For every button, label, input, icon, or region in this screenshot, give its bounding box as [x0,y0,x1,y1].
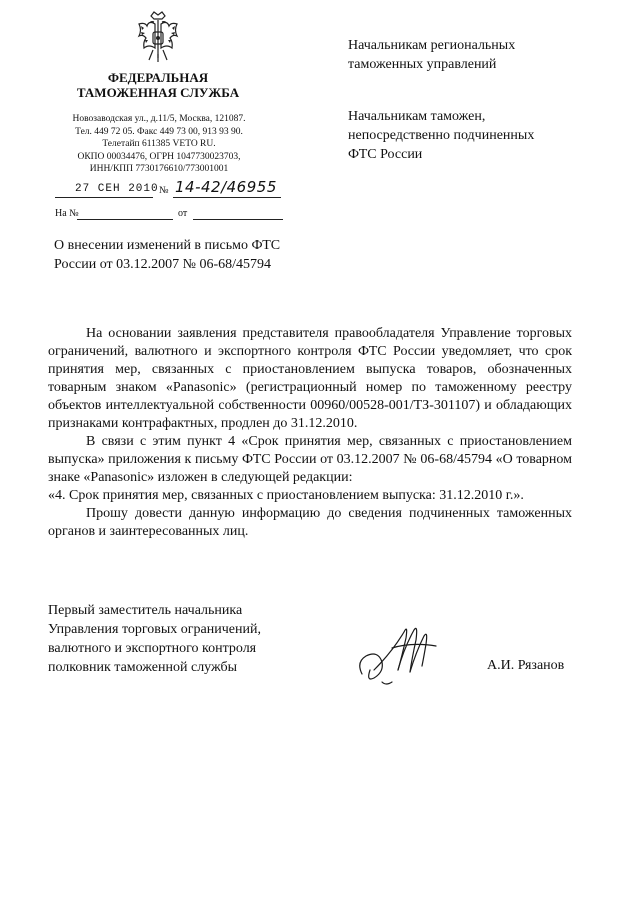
reference-number-label: На № [55,208,79,219]
body-paragraph: В связи с этим пункт 4 «Срок принятия мер, связанных с приостановлением выпуска» приложения к письму ФТС России от 03.12.2007 № 06-68/45794 «О товарном знаке «Panasonic» изложен в следующей редакции: [48,434,572,485]
reference-number-blank [77,219,173,220]
org-inn-kpp: ИНН/КПП 7730176610/773001001 [89,164,229,174]
org-details [48,113,270,176]
body-paragraph: На основании заявления представителя правообладателя Управление торговых ограничений, валютного и экспортного контроля ФТС России уведомляет, что срок принятия мер, связанных с приостановлением выпуска товаров, обозначенных товарным знаком «Panasonic» (регистрационный номер по таможенному реестру объектов интеллектуальной собственности 00960/00528-001/ТЗ-301107) и обладающих признаками контрафактных, продлен до 31.12.2010. [48,326,572,431]
signer-title-line: полковник таможенной службы [48,660,238,675]
org-name [58,70,258,100]
signer-title-line: Управления торговых ограничений, [48,622,261,637]
reference-date-label: от [178,208,188,219]
addressee-regional-departments [348,36,608,74]
body-paragraph: Прошу довести данную информацию до сведения подчиненных таможенных органов и заинтересованных лиц. [48,506,572,539]
signer-name: А.И. Рязанов [487,658,565,673]
signer-title-line: валютного и экспортного контроля [48,641,257,656]
org-name-line1: ФЕДЕРАЛЬНАЯ [107,70,209,85]
registration-number: 14-42/46955 [175,178,277,196]
org-phones: Тел. 449 72 05. Факс 449 73 00, 913 93 90. [75,126,243,137]
registration-date: 27 СЕН 2010 [75,183,159,195]
addressee-line: Начальникам таможен, [348,109,486,124]
signature-icon [352,612,462,692]
registration-line [55,178,295,201]
signer-title [48,601,308,677]
addressee-line: ФТС России [348,147,423,162]
subject-line: России от 03.12.2007 № 06-68/45794 [54,257,272,272]
addressee-line: непосредственно подчиненных [348,128,535,143]
signer-title-line: Первый заместитель начальника [48,603,243,618]
org-teletype: Телетайп 611385 VETO RU. [102,139,216,149]
body-paragraph-quote: «4. Срок принятия мер, связанных с приостановлением выпуска: 31.12.2010 г.». [48,488,524,503]
org-name-line2: ТАМОЖЕННАЯ СЛУЖБА [76,85,240,100]
addressee-customs-offices [348,107,608,164]
addressee-line: таможенных управлений [348,57,497,72]
reference-line [55,205,295,225]
letter-body [48,325,572,541]
registration-date-underline [55,197,153,198]
subject-line: О внесении изменений в письмо ФТС [54,238,281,253]
registration-number-underline [173,197,281,198]
org-okpo-ogrn: ОКПО 00034476, ОГРН 1047730023703, [77,151,241,162]
registration-number-label: № [159,185,169,196]
reference-date-blank [193,219,283,220]
org-address: Новозаводская ул., д.11/5, Москва, 121087. [72,114,246,124]
letter-subject [54,236,314,274]
addressee-line: Начальникам региональных [348,38,516,53]
emblem-icon [133,10,183,66]
